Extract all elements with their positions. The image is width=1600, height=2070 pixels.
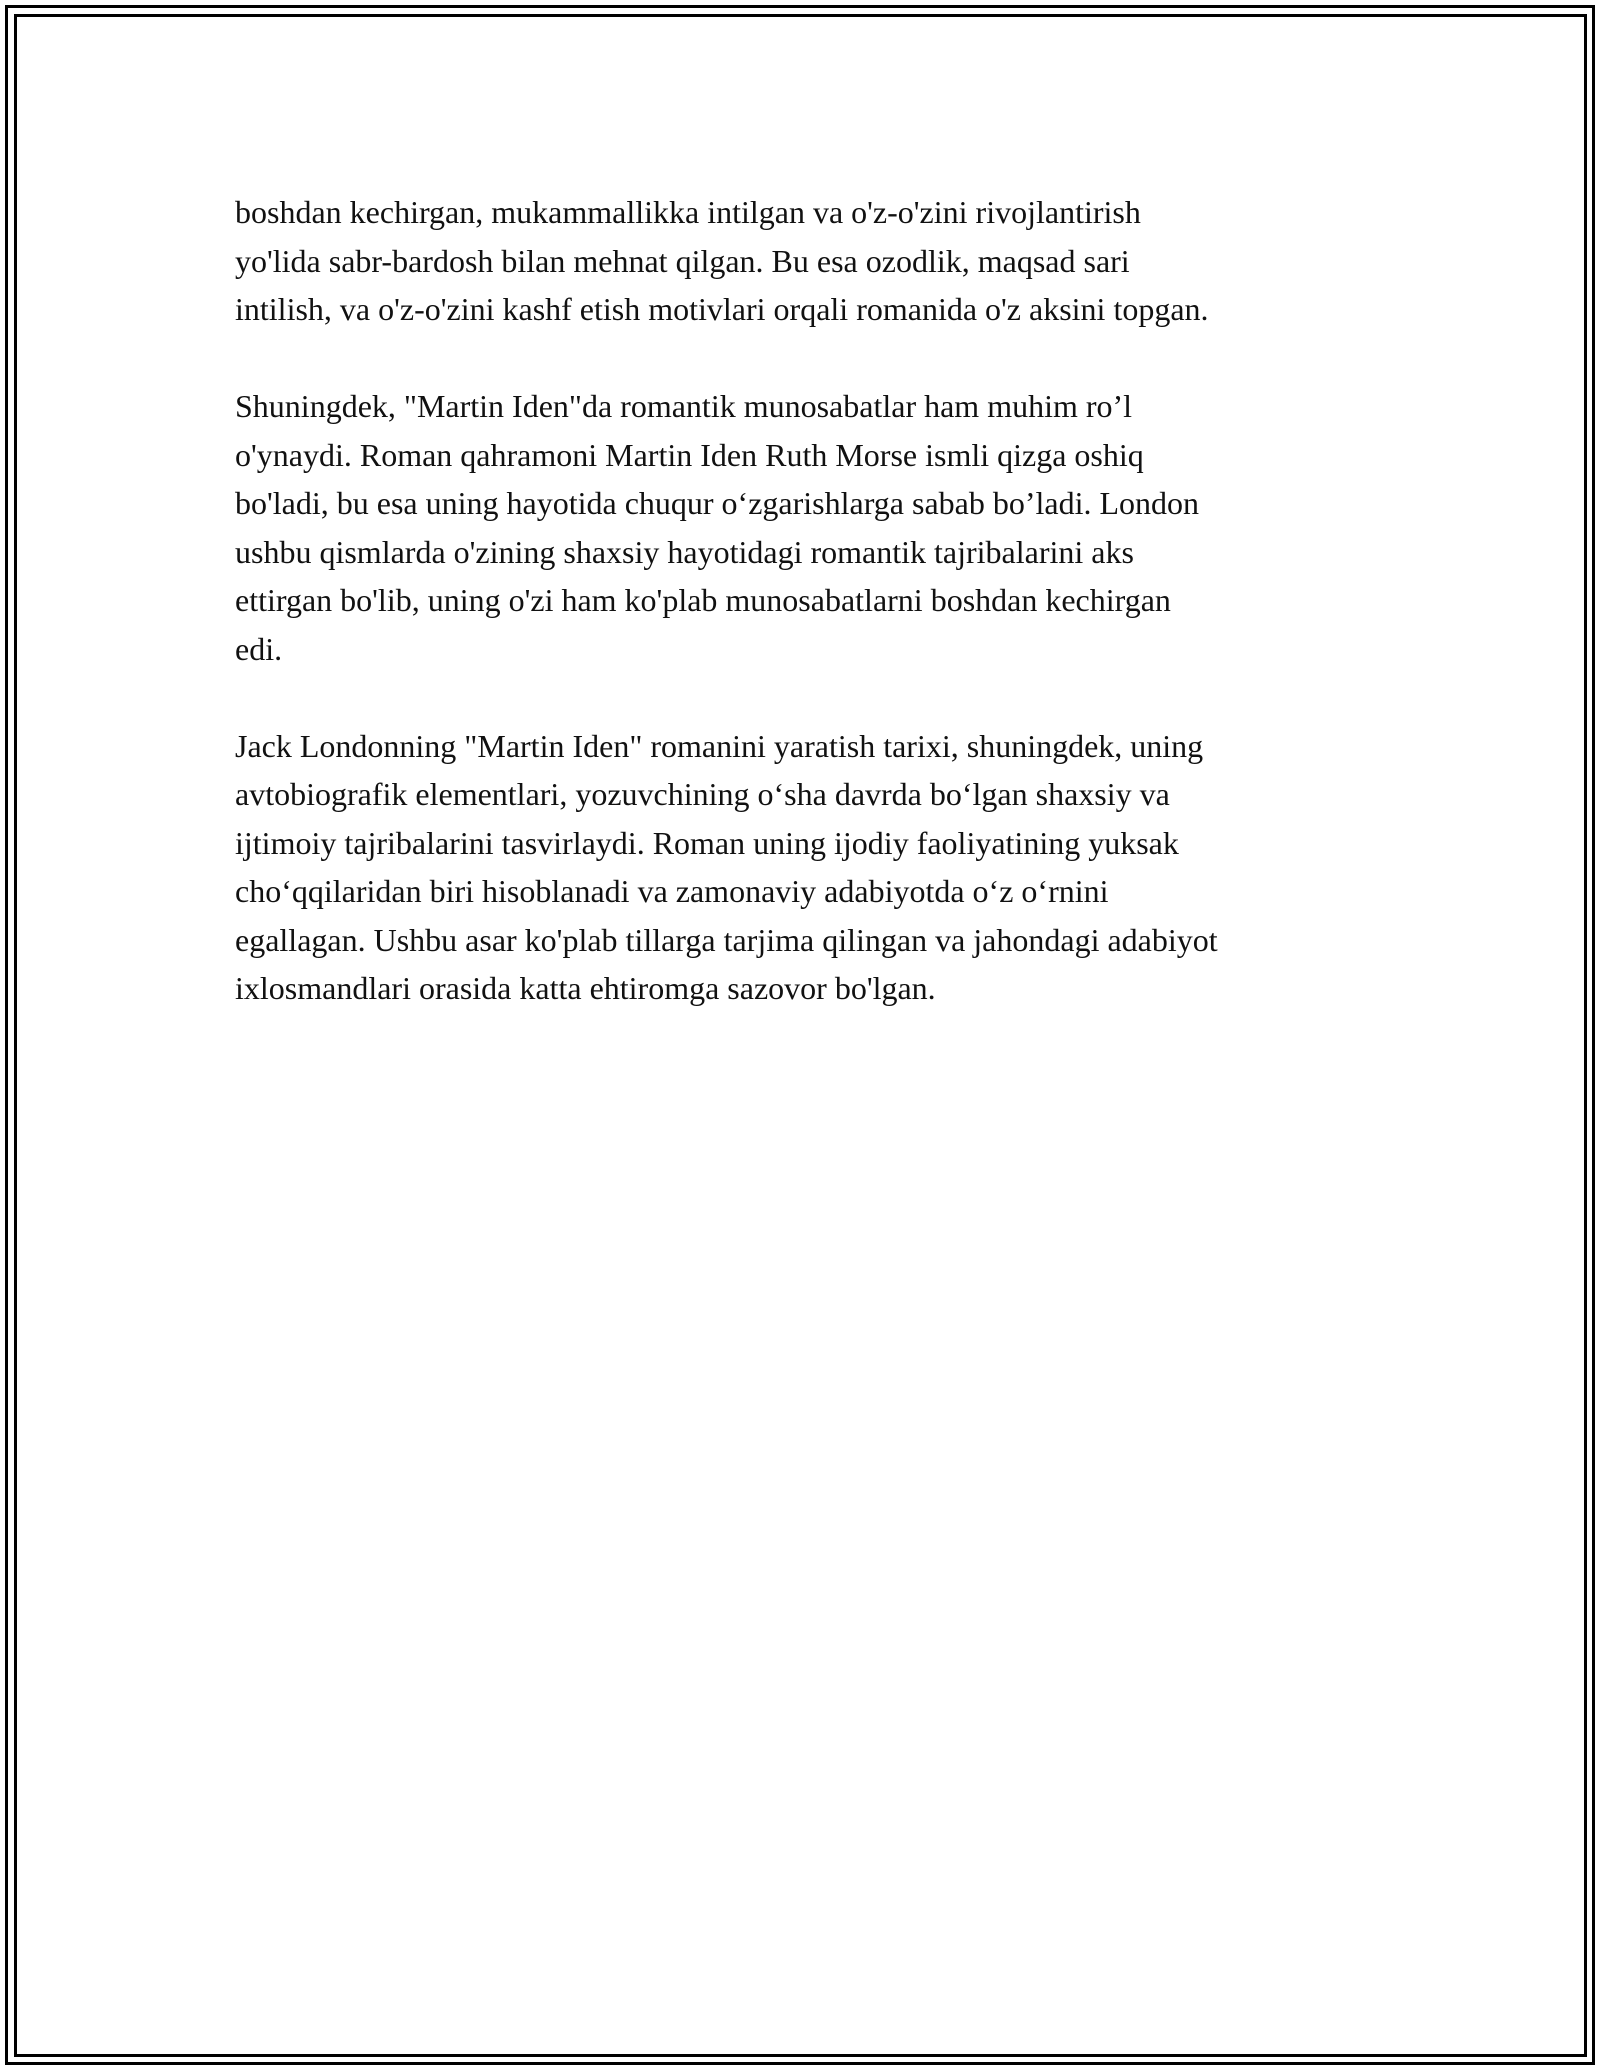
text-line: egallagan. Ushbu asar ko'plab tillarga tarjima qilingan va jahondagi adabiyot [235,921,1218,958]
text-line: ushbu qismlarda o'zining shaxsiy hayotidagi romantik tajribalarini aks [235,533,1134,570]
text-line: intilish, va o'z-o'zini kashf etish motivlari orqali romanida o'z aksini topgan. [235,291,1209,327]
text-line: bo'ladi, bu esa uning hayotida chuqur o‘zgarishlarga sabab bo’ladi. London [235,485,1200,521]
text-line: ettirgan bo'lib, uning o'zi ham ko'plab munosabatlarni boshdan kechirgan [235,582,1171,618]
paragraph-1 [235,188,1375,334]
text-line: yo'lida sabr-bardosh bilan mehnat qilgan. Bu esa ozodlik, maqsad sari [235,242,1130,279]
text-line: Shuningdek, "Martin Iden"da romantik munosabatlar ham muhim ro’l [235,388,1133,424]
text-line: ixlosmandlari orasida katta ehtiromga sazovor bo'lgan. [235,970,936,1006]
text-line: edi. [235,630,283,667]
text-line: avtobiografik elementlari, yozuvchining o‘sha davrda bo‘lgan shaxsiy va [235,776,1170,812]
text-line: o'ynaydi. Roman qahramoni Martin Iden Ruth Morse ismli qizga oshiq [235,436,1144,473]
paragraph-2 [235,382,1375,673]
text-line: boshdan kechirgan, mukammallikka intilgan va o'z-o'zini rivojlantirish [235,194,1141,230]
text-line: ijtimoiy tajribalarini tasvirlaydi. Roman uning ijodiy faoliyatining yuksak [235,824,1179,861]
paragraph-3 [235,722,1375,1013]
text-line: Jack Londonning "Martin Iden" romanini yaratish tarixi, shuningdek, uning [235,727,1204,764]
document-body [235,188,1375,1013]
text-line: cho‘qqilaridan biri hisoblanadi va zamonaviy adabiyotda o‘z o‘rnini [235,873,1109,909]
